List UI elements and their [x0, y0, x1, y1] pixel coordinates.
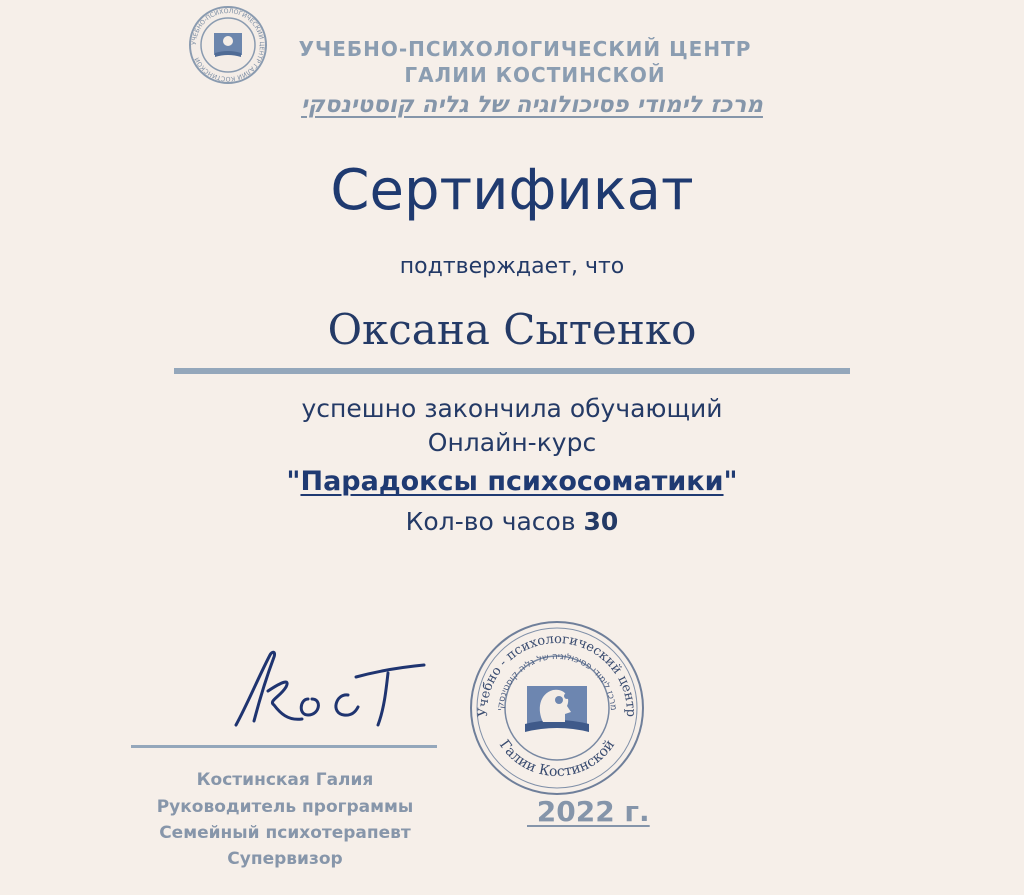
stamp-hebrew-text: מרכז לימודי פסיכולוגיה של גליה קוסטינסקי: [496, 651, 619, 712]
course-name: Парадоксы психосоматики: [300, 466, 724, 497]
stamp-bottom-text: Галии Костинской: [495, 737, 619, 781]
book-head-icon: [525, 686, 589, 732]
logo-ring-text: УЧЕБНО-ПСИХОЛОГИЧЕСКИЙ ЦЕНТР ГАЛИИ КОСТИНСКОЙ: [190, 7, 266, 83]
signer-name: Костинская Галия: [196, 770, 374, 790]
org-name-line-1: УЧЕБНО-ПСИХОЛОГИЧЕСКИЙ ЦЕНТР: [298, 37, 752, 61]
org-name-hebrew: מרכז לימודי פסיכולוגיה של גליה קוסטינסקי: [301, 92, 763, 118]
hours-label: Кол-во часов: [405, 507, 584, 536]
completion-text: успешно закончила обучающий: [301, 394, 723, 423]
signer-role-2: Семейный психотерапевт: [159, 823, 411, 843]
course-quote-close: ": [723, 466, 738, 497]
course-title: [0, 466, 1024, 497]
hours-line: [0, 507, 1024, 536]
certificate-title: Сертификат: [330, 158, 694, 223]
name-divider: [174, 368, 850, 374]
svg-text:Галии Костинской: [496, 737, 618, 780]
signer-role-3: Супервизор: [227, 849, 343, 869]
handwritten-signature: [228, 643, 438, 733]
recipient-name: Оксана Сытенко: [327, 305, 697, 354]
official-stamp: [467, 618, 647, 798]
certificate-year: 2022 г.: [527, 795, 650, 828]
signer-role-1: Руководитель программы: [156, 797, 414, 817]
org-name-line-2: ГАЛИИ КОСТИНСКОЙ: [404, 63, 666, 87]
confirms-text: подтверждает, что: [399, 254, 625, 279]
stamp-outer-text: Учебно - психологический центр: [475, 631, 639, 718]
hours-value: 30: [583, 507, 619, 536]
course-type: Онлайн-курс: [427, 428, 597, 457]
course-quote-open: ": [286, 466, 301, 497]
signature-line: [131, 745, 437, 748]
